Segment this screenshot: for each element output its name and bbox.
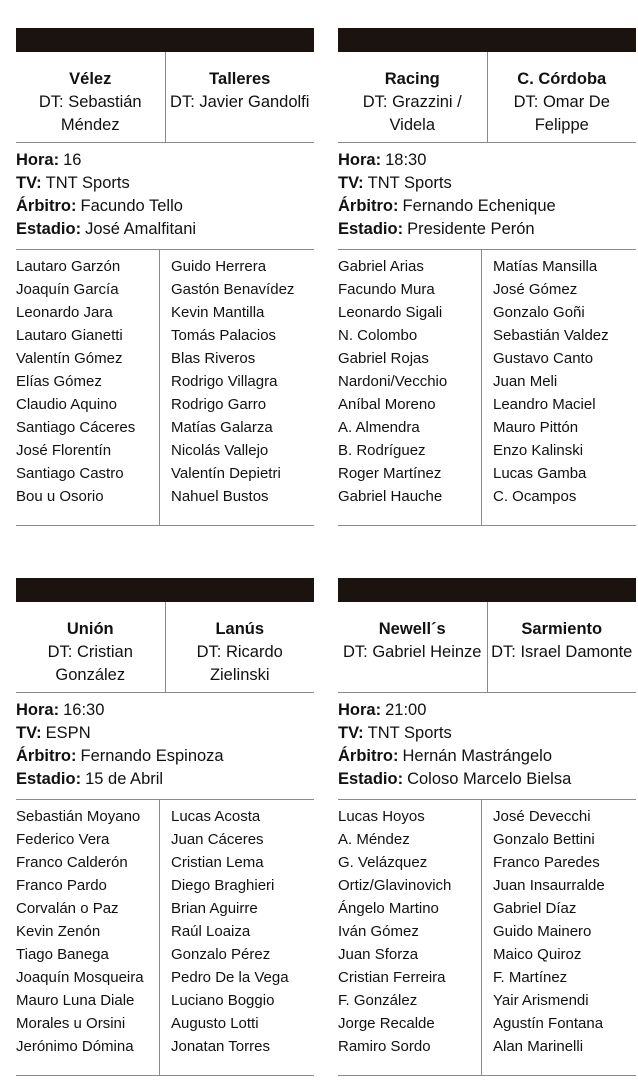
away-team bbox=[165, 602, 315, 692]
player-name: Roger Martínez bbox=[338, 465, 442, 482]
arbitro-label: Árbitro: bbox=[16, 197, 77, 215]
hora-label: Hora: bbox=[338, 151, 382, 169]
tv-value: TNT Sports bbox=[45, 174, 130, 192]
player-name: Brian Aguirre bbox=[171, 900, 258, 917]
player-name: Franco Calderón bbox=[16, 854, 128, 871]
player-name: Gustavo Canto bbox=[493, 350, 594, 367]
home-team bbox=[16, 602, 165, 692]
info-tv bbox=[338, 172, 636, 195]
tv-value: TNT Sports bbox=[367, 724, 452, 742]
away-team-coach: DT: Javier Gandolfi bbox=[170, 93, 310, 111]
player-name: Gabriel Arias bbox=[338, 258, 424, 275]
player-name: Jerónimo Dómina bbox=[16, 1038, 134, 1055]
estadio-value: Coloso Marcelo Bielsa bbox=[407, 770, 572, 788]
header-bar bbox=[16, 578, 314, 602]
match-card bbox=[338, 578, 636, 1076]
tv-label: TV: bbox=[16, 724, 42, 742]
info-hora bbox=[16, 699, 314, 722]
player-name: A. Méndez bbox=[338, 831, 410, 848]
away-team bbox=[487, 602, 637, 692]
hora-value: 16 bbox=[63, 151, 82, 169]
home-team-name: Vélez bbox=[69, 70, 112, 88]
player-name: Nardoni/Vecchio bbox=[338, 373, 448, 390]
player-name: Blas Riveros bbox=[171, 350, 256, 367]
player-name: Leonardo Sigali bbox=[338, 304, 443, 321]
player-name: Juan Meli bbox=[493, 373, 558, 390]
player-name: F. Martínez bbox=[493, 969, 568, 986]
teams-row bbox=[16, 602, 314, 693]
player-name: Juan Cáceres bbox=[171, 831, 264, 848]
lineups bbox=[16, 250, 314, 526]
player-name: Augusto Lotti bbox=[171, 1015, 259, 1032]
player-name: Maico Quiroz bbox=[493, 946, 582, 963]
player-name: Ortiz/Glavinovich bbox=[338, 877, 452, 894]
home-lineup bbox=[16, 250, 159, 525]
header-bar bbox=[338, 578, 636, 602]
player-name: Gonzalo Pérez bbox=[171, 946, 271, 963]
info-estadio bbox=[16, 768, 314, 791]
arbitro-label: Árbitro: bbox=[16, 747, 77, 765]
hora-label: Hora: bbox=[16, 151, 60, 169]
player-name: Sebastián Valdez bbox=[493, 327, 609, 344]
info-tv bbox=[16, 172, 314, 195]
away-team-coach: DT: Israel Damonte bbox=[491, 643, 633, 661]
player-name: Matías Mansilla bbox=[493, 258, 598, 275]
player-name: B. Rodríguez bbox=[338, 442, 426, 459]
info-arbitro bbox=[16, 745, 314, 768]
home-team-name: Newell´s bbox=[378, 620, 446, 638]
away-lineup bbox=[481, 800, 636, 1075]
home-team-name: Racing bbox=[384, 70, 440, 88]
arbitro-value: Facundo Tello bbox=[80, 197, 183, 215]
hora-label: Hora: bbox=[16, 701, 60, 719]
tv-value: ESPN bbox=[45, 724, 91, 742]
player-name: Gonzalo Bettini bbox=[493, 831, 595, 848]
player-name: Guido Mainero bbox=[493, 923, 592, 940]
player-name: Aníbal Moreno bbox=[338, 396, 436, 413]
player-name: Cristian Lema bbox=[171, 854, 264, 871]
away-team bbox=[165, 52, 315, 142]
player-name: Federico Vera bbox=[16, 831, 110, 848]
home-team-coach: DT: Cristian González bbox=[47, 643, 133, 684]
player-name: Gabriel Díaz bbox=[493, 900, 577, 917]
player-name: Alan Marinelli bbox=[493, 1038, 584, 1055]
estadio-value: José Amalfitani bbox=[85, 220, 197, 238]
player-name: Kevin Mantilla bbox=[171, 304, 265, 321]
home-team bbox=[338, 602, 487, 692]
teams-row bbox=[16, 52, 314, 143]
player-name: Tomás Palacios bbox=[171, 327, 277, 344]
player-name: Leonardo Jara bbox=[16, 304, 113, 321]
player-name: Lautaro Gianetti bbox=[16, 327, 123, 344]
player-name: Ángelo Martino bbox=[338, 900, 439, 917]
estadio-label: Estadio: bbox=[338, 770, 404, 788]
player-name: Gastón Benavídez bbox=[171, 281, 295, 298]
player-name: Corvalán o Paz bbox=[16, 900, 119, 917]
player-name: Valentín Gómez bbox=[16, 350, 123, 367]
player-name: Juan Insaurralde bbox=[493, 877, 605, 894]
player-name: Juan Sforza bbox=[338, 946, 419, 963]
player-name: Franco Paredes bbox=[493, 854, 600, 871]
match-info bbox=[16, 143, 314, 250]
player-name: Bou u Osorio bbox=[16, 488, 104, 505]
arbitro-value: Fernando Espinoza bbox=[80, 747, 224, 765]
player-name: José Florentín bbox=[16, 442, 112, 459]
player-name: Matías Galarza bbox=[171, 419, 273, 436]
info-hora bbox=[338, 699, 636, 722]
player-name: Jorge Recalde bbox=[338, 1015, 435, 1032]
player-name: Ramiro Sordo bbox=[338, 1038, 431, 1055]
player-name: Morales u Orsini bbox=[16, 1015, 126, 1032]
player-name: A. Almendra bbox=[338, 419, 420, 436]
hora-value: 21:00 bbox=[385, 701, 427, 719]
estadio-value: Presidente Perón bbox=[407, 220, 535, 238]
player-name: Mauro Pittón bbox=[493, 419, 579, 436]
info-tv bbox=[16, 722, 314, 745]
player-name: José Devecchi bbox=[493, 808, 591, 825]
player-name: Joaquín Mosqueira bbox=[16, 969, 144, 986]
player-name: Pedro De la Vega bbox=[171, 969, 289, 986]
away-lineup bbox=[159, 250, 314, 525]
player-name: Jonatan Torres bbox=[171, 1038, 270, 1055]
lineups bbox=[338, 800, 636, 1076]
player-name: Facundo Mura bbox=[338, 281, 435, 298]
tv-value: TNT Sports bbox=[367, 174, 452, 192]
player-name: Mauro Luna Diale bbox=[16, 992, 135, 1009]
player-name: Agustín Fontana bbox=[493, 1015, 604, 1032]
player-name: Sebastián Moyano bbox=[16, 808, 141, 825]
teams-row bbox=[338, 602, 636, 693]
player-name: Lucas Gamba bbox=[493, 465, 587, 482]
player-name: Leandro Maciel bbox=[493, 396, 596, 413]
arbitro-label: Árbitro: bbox=[338, 197, 399, 215]
player-name: C. Ocampos bbox=[493, 488, 577, 505]
player-name: Franco Pardo bbox=[16, 877, 107, 894]
home-lineup bbox=[16, 800, 159, 1075]
away-lineup bbox=[481, 250, 636, 525]
player-name: Cristian Ferreira bbox=[338, 969, 446, 986]
player-name: Rodrigo Garro bbox=[171, 396, 267, 413]
match-card bbox=[16, 578, 314, 1076]
info-arbitro bbox=[16, 195, 314, 218]
player-name: Nicolás Vallejo bbox=[171, 442, 269, 459]
header-bar bbox=[16, 28, 314, 52]
player-name: F. González bbox=[338, 992, 418, 1009]
player-name: Elías Gómez bbox=[16, 373, 102, 390]
player-name: Claudio Aquino bbox=[16, 396, 117, 413]
match-info bbox=[16, 693, 314, 800]
player-name: Gabriel Hauche bbox=[338, 488, 443, 505]
arbitro-value: Fernando Echenique bbox=[402, 197, 556, 215]
player-name: Lucas Acosta bbox=[171, 808, 261, 825]
tv-label: TV: bbox=[338, 724, 364, 742]
player-name: Rodrigo Villagra bbox=[171, 373, 278, 390]
arbitro-label: Árbitro: bbox=[338, 747, 399, 765]
away-team-name: Sarmiento bbox=[521, 620, 603, 638]
hora-value: 16:30 bbox=[63, 701, 105, 719]
home-lineup bbox=[338, 800, 481, 1075]
player-name: Tiago Banega bbox=[16, 946, 109, 963]
player-name: Joaquín García bbox=[16, 281, 119, 298]
estadio-label: Estadio: bbox=[16, 770, 82, 788]
info-tv bbox=[338, 722, 636, 745]
hora-label: Hora: bbox=[338, 701, 382, 719]
lineups bbox=[16, 800, 314, 1076]
player-name: Luciano Boggio bbox=[171, 992, 275, 1009]
match-info bbox=[338, 143, 636, 250]
info-hora bbox=[16, 149, 314, 172]
hora-value: 18:30 bbox=[385, 151, 427, 169]
away-team-name: Lanús bbox=[215, 620, 265, 638]
estadio-label: Estadio: bbox=[338, 220, 404, 238]
match-info bbox=[338, 693, 636, 800]
away-team-coach: DT: Omar De Felippe bbox=[513, 93, 610, 134]
player-name: Iván Gómez bbox=[338, 923, 419, 940]
player-name: Santiago Cáceres bbox=[16, 419, 136, 436]
info-arbitro bbox=[338, 745, 636, 768]
home-team-coach: DT: Sebastián Méndez bbox=[38, 93, 142, 134]
teams-row bbox=[338, 52, 636, 143]
player-name: Diego Braghieri bbox=[171, 877, 275, 894]
match-card bbox=[338, 28, 636, 526]
tv-label: TV: bbox=[338, 174, 364, 192]
home-team bbox=[338, 52, 487, 142]
player-name: G. Velázquez bbox=[338, 854, 428, 871]
player-name: José Gómez bbox=[493, 281, 578, 298]
player-name: Raúl Loaiza bbox=[171, 923, 251, 940]
estadio-label: Estadio: bbox=[16, 220, 82, 238]
info-estadio bbox=[338, 768, 636, 791]
home-team-coach: DT: Gabriel Heinze bbox=[343, 643, 482, 661]
arbitro-value: Hernán Mastrángelo bbox=[402, 747, 552, 765]
home-lineup bbox=[338, 250, 481, 525]
away-lineup bbox=[159, 800, 314, 1075]
player-name: Valentín Depietri bbox=[171, 465, 281, 482]
away-team-name: Talleres bbox=[209, 70, 271, 88]
player-name: Nahuel Bustos bbox=[171, 488, 269, 505]
home-team-coach: DT: Grazzini / Videla bbox=[362, 93, 462, 134]
info-estadio bbox=[338, 218, 636, 241]
away-team-name: C. Córdoba bbox=[517, 70, 607, 88]
player-name: Enzo Kalinski bbox=[493, 442, 584, 459]
player-name: Gabriel Rojas bbox=[338, 350, 429, 367]
tv-label: TV: bbox=[16, 174, 42, 192]
info-arbitro bbox=[338, 195, 636, 218]
away-team-coach: DT: Ricardo Zielinski bbox=[196, 643, 283, 684]
player-name: Santiago Castro bbox=[16, 465, 124, 482]
match-card bbox=[16, 28, 314, 526]
home-team-name: Unión bbox=[66, 620, 114, 638]
info-hora bbox=[338, 149, 636, 172]
player-name: Guido Herrera bbox=[171, 258, 267, 275]
player-name: Yair Arismendi bbox=[493, 992, 589, 1009]
player-name: N. Colombo bbox=[338, 327, 418, 344]
estadio-value: 15 de Abril bbox=[85, 770, 164, 788]
info-estadio bbox=[16, 218, 314, 241]
player-name: Lautaro Garzón bbox=[16, 258, 121, 275]
home-team bbox=[16, 52, 165, 142]
header-bar bbox=[338, 28, 636, 52]
away-team bbox=[487, 52, 637, 142]
player-name: Lucas Hoyos bbox=[338, 808, 425, 825]
player-name: Gonzalo Goñi bbox=[493, 304, 585, 321]
player-name: Kevin Zenón bbox=[16, 923, 101, 940]
lineups bbox=[338, 250, 636, 526]
